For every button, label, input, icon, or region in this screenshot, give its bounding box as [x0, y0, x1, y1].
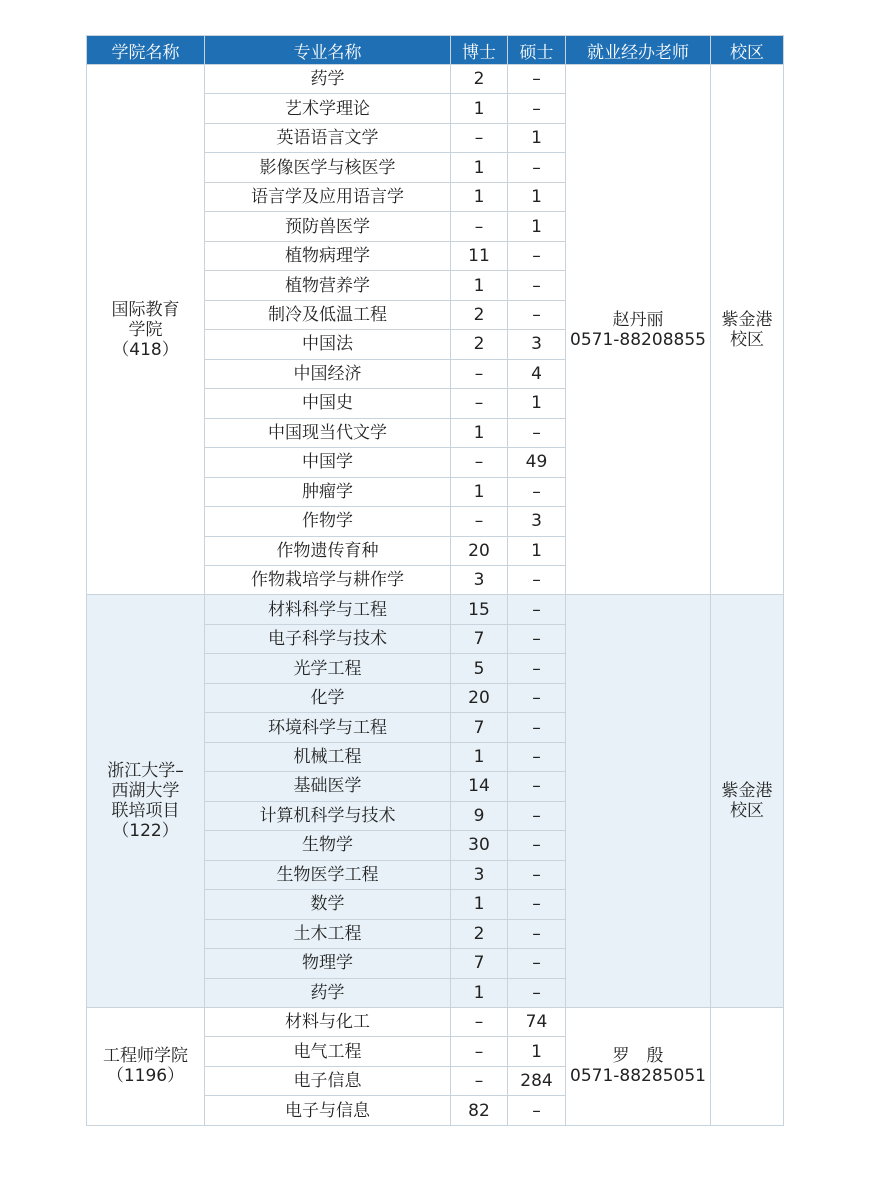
master-count-cell: 4 [508, 359, 566, 388]
master-count-cell: – [508, 94, 566, 123]
major-cell: 语言学及应用语言学 [205, 182, 451, 211]
major-cell: 作物栽培学与耕作学 [205, 565, 451, 594]
major-cell: 数学 [205, 890, 451, 919]
master-count-cell: – [508, 241, 566, 270]
major-cell: 影像医学与核医学 [205, 153, 451, 182]
header-teacher: 就业经办老师 [566, 36, 711, 65]
phd-count-cell: 2 [451, 300, 508, 329]
header-phd: 博士 [451, 36, 508, 65]
major-cell: 作物遗传育种 [205, 536, 451, 565]
phd-count-cell: – [451, 1066, 508, 1095]
major-cell: 物理学 [205, 949, 451, 978]
college-name-line: （418） [112, 339, 179, 360]
phd-count-cell: 1 [451, 271, 508, 300]
major-cell: 中国法 [205, 330, 451, 359]
phd-count-cell: – [451, 1008, 508, 1037]
master-count-cell: – [508, 153, 566, 182]
phd-count-cell: 1 [451, 418, 508, 447]
master-count-cell: – [508, 801, 566, 830]
campus-name-line: 紫金港 [721, 309, 773, 330]
phd-count-cell: 30 [451, 831, 508, 860]
major-cell: 材料与化工 [205, 1008, 451, 1037]
phd-count-cell: 7 [451, 713, 508, 742]
campus-name-line: 校区 [730, 329, 764, 350]
major-cell: 电子信息 [205, 1066, 451, 1095]
campus-cell [711, 595, 784, 1008]
major-cell: 作物学 [205, 507, 451, 536]
master-count-cell: – [508, 595, 566, 624]
phd-count-cell: 1 [451, 477, 508, 506]
college-name-line: 工程师学院 [103, 1046, 188, 1067]
major-cell: 土木工程 [205, 919, 451, 948]
major-cell: 化学 [205, 683, 451, 712]
major-cell: 材料科学与工程 [205, 595, 451, 624]
teacher-phone: 0571-88208855 [570, 329, 706, 350]
major-cell: 药学 [205, 978, 451, 1007]
header-row [87, 36, 784, 65]
teacher-cell [566, 65, 711, 595]
college-name-cell [87, 595, 205, 1008]
major-cell: 电子与信息 [205, 1096, 451, 1125]
master-count-cell: 3 [508, 507, 566, 536]
master-count-cell: – [508, 860, 566, 889]
header-master: 硕士 [508, 36, 566, 65]
master-count-cell: 74 [508, 1008, 566, 1037]
master-count-cell: 1 [508, 536, 566, 565]
phd-count-cell: 11 [451, 241, 508, 270]
graduate-table [86, 35, 784, 1126]
phd-count-cell: 82 [451, 1096, 508, 1125]
major-cell: 中国现当代文学 [205, 418, 451, 447]
phd-count-cell: – [451, 359, 508, 388]
master-count-cell: – [508, 831, 566, 860]
master-count-cell: – [508, 654, 566, 683]
phd-count-cell: – [451, 123, 508, 152]
campus-name-line: 校区 [730, 801, 764, 822]
master-count-cell: – [508, 477, 566, 506]
major-cell: 英语语言文学 [205, 123, 451, 152]
phd-count-cell: 1 [451, 94, 508, 123]
phd-count-cell: 7 [451, 949, 508, 978]
header-major: 专业名称 [205, 36, 451, 65]
major-cell: 生物学 [205, 831, 451, 860]
college-name-line: （1196） [106, 1066, 185, 1087]
teacher-name: 赵丹丽 [612, 309, 664, 330]
phd-count-cell: 1 [451, 978, 508, 1007]
phd-count-cell: 3 [451, 565, 508, 594]
phd-count-cell: 1 [451, 182, 508, 211]
teacher-phone: 0571-88285051 [570, 1066, 706, 1087]
major-cell: 计算机科学与技术 [205, 801, 451, 830]
college-name-line: 浙江大学– [107, 761, 184, 782]
master-count-cell: 1 [508, 123, 566, 152]
master-count-cell: – [508, 624, 566, 653]
major-cell: 艺术学理论 [205, 94, 451, 123]
phd-count-cell: 15 [451, 595, 508, 624]
master-count-cell: 1 [508, 1037, 566, 1066]
phd-count-cell: 7 [451, 624, 508, 653]
master-count-cell: – [508, 565, 566, 594]
master-count-cell: – [508, 742, 566, 771]
college-name-line: 学院 [128, 319, 163, 340]
campus-name-line: 紫金港 [721, 781, 773, 802]
master-count-cell: – [508, 949, 566, 978]
major-cell: 电子科学与技术 [205, 624, 451, 653]
master-count-cell: – [508, 418, 566, 447]
college-name-line: 国际教育 [111, 299, 180, 320]
major-cell: 中国学 [205, 448, 451, 477]
master-count-cell: – [508, 1096, 566, 1125]
phd-count-cell: 20 [451, 536, 508, 565]
college-name-cell [87, 1008, 205, 1126]
major-cell: 光学工程 [205, 654, 451, 683]
phd-count-cell: 14 [451, 772, 508, 801]
table-row [87, 1008, 784, 1037]
master-count-cell: – [508, 772, 566, 801]
phd-count-cell: – [451, 448, 508, 477]
teacher-cell [566, 1008, 711, 1126]
teacher-cell [566, 595, 711, 1008]
phd-count-cell: 20 [451, 683, 508, 712]
master-count-cell: – [508, 271, 566, 300]
college-name-line: 西湖大学 [111, 781, 180, 802]
major-cell: 药学 [205, 65, 451, 94]
table-row [87, 595, 784, 624]
major-cell: 生物医学工程 [205, 860, 451, 889]
teacher-name: 罗 殷 [612, 1046, 664, 1067]
phd-count-cell: 9 [451, 801, 508, 830]
master-count-cell: 1 [508, 182, 566, 211]
major-cell: 中国经济 [205, 359, 451, 388]
campus-cell [711, 1008, 784, 1126]
major-cell: 中国史 [205, 389, 451, 418]
major-cell: 环境科学与工程 [205, 713, 451, 742]
major-cell: 电气工程 [205, 1037, 451, 1066]
college-name-line: （122） [112, 821, 179, 842]
phd-count-cell: 1 [451, 153, 508, 182]
campus-cell [711, 65, 784, 595]
master-count-cell: 49 [508, 448, 566, 477]
major-cell: 植物病理学 [205, 241, 451, 270]
phd-count-cell: 2 [451, 65, 508, 94]
phd-count-cell: 1 [451, 890, 508, 919]
header-campus: 校区 [711, 36, 784, 65]
phd-count-cell: 1 [451, 742, 508, 771]
phd-count-cell: – [451, 1037, 508, 1066]
master-count-cell: – [508, 65, 566, 94]
master-count-cell: 3 [508, 330, 566, 359]
master-count-cell: 1 [508, 212, 566, 241]
master-count-cell: 1 [508, 389, 566, 418]
master-count-cell: – [508, 300, 566, 329]
master-count-cell: – [508, 890, 566, 919]
master-count-cell: – [508, 713, 566, 742]
major-cell: 机械工程 [205, 742, 451, 771]
phd-count-cell: 2 [451, 919, 508, 948]
header-college: 学院名称 [87, 36, 205, 65]
college-name-cell [87, 65, 205, 595]
phd-count-cell: 2 [451, 330, 508, 359]
phd-count-cell: – [451, 507, 508, 536]
master-count-cell: – [508, 919, 566, 948]
table-body [87, 65, 784, 1126]
master-count-cell: – [508, 978, 566, 1007]
phd-count-cell: – [451, 389, 508, 418]
major-cell: 植物营养学 [205, 271, 451, 300]
major-cell: 制冷及低温工程 [205, 300, 451, 329]
phd-count-cell: 5 [451, 654, 508, 683]
master-count-cell: 284 [508, 1066, 566, 1095]
major-cell: 基础医学 [205, 772, 451, 801]
major-cell: 肿瘤学 [205, 477, 451, 506]
college-name-line: 联培项目 [111, 801, 180, 822]
master-count-cell: – [508, 683, 566, 712]
table-row [87, 65, 784, 94]
phd-count-cell: 3 [451, 860, 508, 889]
major-cell: 预防兽医学 [205, 212, 451, 241]
phd-count-cell: – [451, 212, 508, 241]
